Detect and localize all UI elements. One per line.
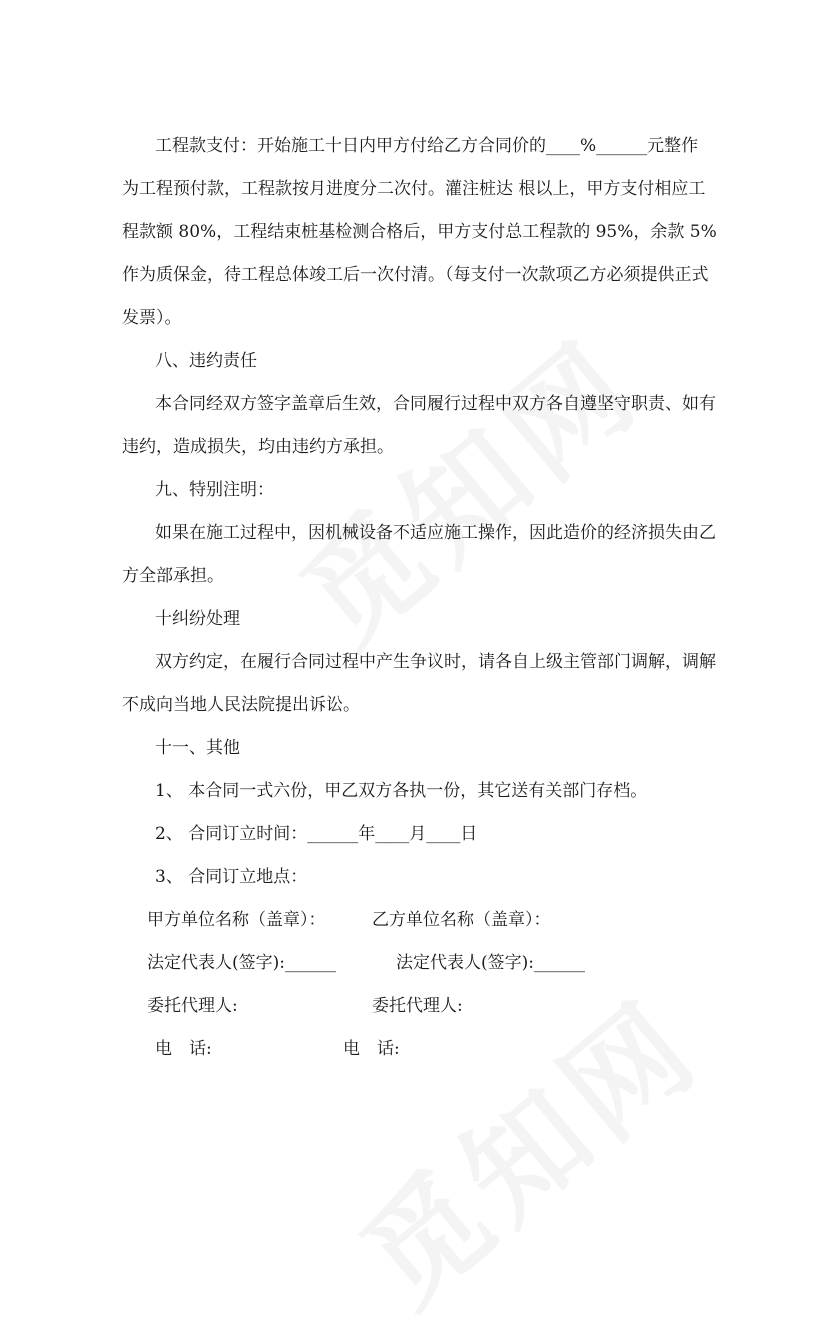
watermark <box>260 295 669 677</box>
dispute-line-2: 不成向当地人民法院提出诉讼。 <box>122 695 360 715</box>
other-item-1: 1、 本合同一式六份，甲乙双方各执一份，其它送有关部门存档。 <box>155 781 648 801</box>
payment-line-3: 程款额 80%，工程结束桩基检测合格后，甲方支付总工程款的 95%，余款 5% <box>122 222 717 242</box>
party-a-rep-label: 法定代表人(签字):______ <box>147 953 336 973</box>
party-a-phone-label: 电 话: <box>155 1039 212 1059</box>
breach-line-2: 违约，造成损失，均由违约方承担。 <box>122 437 394 457</box>
special-line-1: 如果在施工过程中，因机械设备不适应施工操作，因此造价的经济损失由乙 <box>155 523 716 543</box>
payment-line-2: 为工程预付款，工程款按月进度分二次付。灌注桩达 根以上，甲方支付相应工 <box>122 179 706 199</box>
payment-line-4: 作为质保金，待工程总体竣工后一次付清。（每支付一次款项乙方必须提供正式 <box>122 265 709 285</box>
special-line-2: 方全部承担。 <box>122 566 224 586</box>
section-heading-9: 九、特别注明： <box>155 480 274 500</box>
payment-line-1: 工程款支付：开始施工十日内甲方付给乙方合同价的____%______元整作 <box>155 136 699 156</box>
breach-line-1: 本合同经双方签字盖章后生效，合同履行过程中双方各自遵坚守职责、如有 <box>155 394 716 414</box>
party-b-agent-label: 委托代理人: <box>372 996 463 1016</box>
dispute-line-1: 双方约定，在履行合同过程中产生争议时，请各自上级主管部门调解，调解 <box>155 652 716 672</box>
section-heading-11: 十一、其他 <box>155 738 240 758</box>
other-item-3: 3、 合同订立地点： <box>155 867 308 887</box>
party-a-agent-label: 委托代理人: <box>147 996 238 1016</box>
party-b-rep-label: 法定代表人(签字):______ <box>396 953 585 973</box>
party-a-name-label: 甲方单位名称（盖章）： <box>147 910 326 930</box>
party-b-name-label: 乙方单位名称（盖章）： <box>372 910 551 930</box>
section-heading-8: 八、违约责任 <box>155 351 257 371</box>
section-heading-10: 十纠纷处理 <box>155 609 240 629</box>
party-b-phone-label: 电 话: <box>343 1039 400 1059</box>
payment-line-5: 发票）。 <box>122 308 182 328</box>
other-item-2: 2、 合同订立时间：______年____月____日 <box>155 824 478 844</box>
